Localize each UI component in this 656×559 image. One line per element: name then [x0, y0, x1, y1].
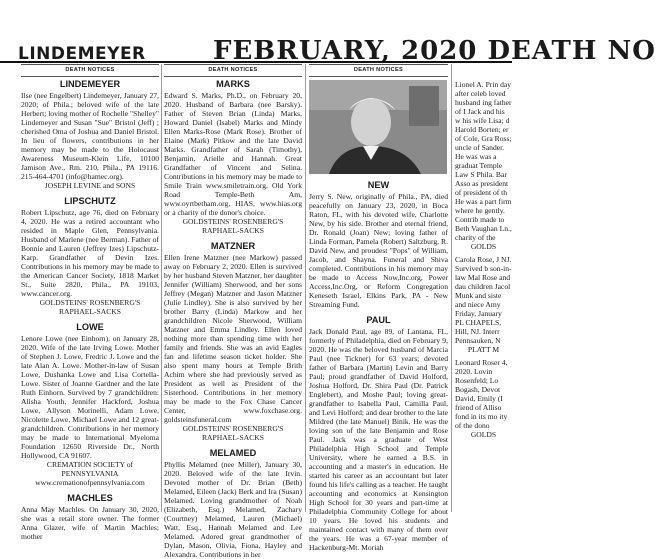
notice-name: MACHLES: [67, 493, 113, 503]
notice-name: LIPSCHUTZ: [64, 196, 116, 206]
funeral-home-url: www.cremationofpennsylvania.com: [35, 478, 145, 487]
notice-body: Ilse (nee Engelbert) Lindemeyer, January 27, 2020; of Phila.; beloved wife of the late Herbert; loving mother of Rochelle "Shelley" Lindemeyer and Susan "Sue" Bristol (Jeff) ; cherished Oma of Joshua and Daniel Bristol. In lieu of flowers, contributions in her memory may be made to the Holocaust Awareness Museum-Klein Life, 10100 Jamison Ave., Rm. 210, Phila., PA 19116. 215-464-4701 (info@hamec.org).: [21, 91, 160, 181]
funeral-home: RAPHAEL-SACKS: [201, 433, 265, 442]
column-divider: [161, 64, 162, 512]
funeral-home: RAPHAEL-SACKS: [201, 226, 265, 235]
notice-body: Anna May Machles. On January 30, 2020, she was a retail store owner. The former Anna Glazer, wife of Martin Machles; mother: [21, 505, 159, 541]
notice-body: Ellen Irene Matzner (nee Markow) passed away on February 2, 2020. Ellen is survived by her husband Steven Matzner, her daughter Jennifer (William) Sherwood, and her sons Jeffrey (Megan) Matzner and Jason Matzner (Julie Lindley). She is also survived by her brother Barry (Linda) Markow and her grandchildren Nicole Sherwood, William Matzner and Emma Lindley. Ellen loved nothing more than spending time with her family and friends. She was an avid Eagles fan and lifetime season ticket holder. She also spent many hours at Temple Brith Achim where she had previously served as President as well as President of the Sisterhood. Contributions in her memory may be made to the Fox Chase Cancer Center, www.foxchase.org. goldsteinsfuneral.com: [164, 253, 302, 424]
masthead-rule: [0, 61, 512, 63]
notice-name: LINDEMEYER: [59, 79, 121, 89]
masthead-surname: LINDEMEYER: [18, 44, 146, 64]
notice-name: PAUL: [366, 315, 391, 325]
notice-body: Lionel A. Prin day after celeb loved husband ing father of I Jack and his w his wife Lisa; d Harold Borten; er of Cole, Gra Ross; uncle of Sander. He was was a graduat Temple Law S Phila. Bar Asso as president of president of th He was a part firm where he gently. Contrib made to Beth Vaughan Ln., charity of the: [455, 80, 512, 242]
section-label: DEATH NOTICES: [164, 64, 302, 77]
section-label: DEATH NOTICES: [309, 64, 448, 77]
notice-body: Leonard Roser 4, 2020. Lovin Rosenfeld; Lo Bogash, Devot David, Emily (I friend of Alliso fond in its mo ity of the dono: [455, 358, 508, 430]
notice-body: Jerry S. New, originally of Phila., PA, died peacefully on January 23, 2020, in Boca Raton, FL, with his devoted wife, Charlotte New, by his side. Brother and eternal friend, Dr. Ronald (Joan) New; loving father of Linda Forman, Pamela (Robert) Saltzburg, R. David New, and proudest "Pops" of William, Jacob, and Shayna. Funeral and Shiva completed. Contributions in his memory may be made to Access Now,Inc.org, Power Access,Inc.Org, or Reform Congregation Keneseth Israel, Elkins Park, PA - New Streaming Fund.: [309, 192, 448, 309]
funeral-home: GOLDSTEINS' ROSENBERG'S: [182, 217, 284, 226]
notice-body: Robert Lipschutz, age 76, died on February 4, 2020. He was a retired accountant who resided in Maple Glen, Pennsylvania. Husband of Marlene (nee Berman). Father of Bonnie and Lauren (Jeffrey Izes) Lipschutz-Karp. Grandfather of Devin Izes. Contributions in his memory may be made to the American Cancer Society, 1818 Market St., Suite 2820, Phila., PA 19103, www.cancer.org.: [21, 208, 159, 298]
column-3: [309, 64, 448, 552]
funeral-home: JOSEPH LEVINE and SONS: [44, 181, 136, 190]
notice-body: Jack Donald Paul, age 89, of Lantana, FL, formerly of Philadelphia, died on February 9, 2020. He was the beloved husband of Marcia Paul (nee Tickner) for 63 years; devoted father of Barbara (Martin) Levin and Barry Paul; proud grandfather of David Holford, Joshua Holford, Dr. Shira Paul (Dr. Patrick Englebert), and Moshe Paul; loving great-grandfather to Isabella Paul, Camilla Paul, and Levi Holford; and dear brother to the late Mildred (the late Manuel) Binik. He was the loving son of the late Benjamin and Rose Paul. Jack was a graduate of West Philadelphia High School and Temple University, where he earned a B.S. in accounting and a master's in education. He started his career as an accountant but later found his life's calling as a teacher. He taught accounting and economics at Kensington High School for 30 years and part-time at Philadelphia Community College for about 10 years. He loved his students and maintained contact with many of them over the years. He was a 67-year member of Hackenburg-Mt. Moriah: [309, 327, 448, 552]
funeral-home: PLATT M: [467, 345, 500, 354]
column-1: [21, 64, 160, 541]
funeral-home: GOLDS: [470, 242, 497, 251]
notice-name: NEW: [367, 180, 390, 190]
funeral-home: CREMATION SOCIETY of PENNSYLVANIA: [46, 460, 134, 478]
column-divider: [451, 64, 452, 512]
portrait-photo: [309, 80, 447, 174]
funeral-home: GOLDSTEINS' ROSENBERG'S: [39, 298, 141, 307]
column-divider: [305, 64, 306, 512]
notice-name: LOWE: [76, 322, 104, 332]
masthead-title: FEBRUARY, 2020 DEATH NO: [213, 36, 656, 66]
funeral-home: GOLDSTEINS' ROSENBERG'S: [182, 424, 284, 433]
column-4: [455, 64, 512, 512]
notice-body: Lenore Lowe (nee Einhorn), on January 28, 2020. Wife of the late Irving Lowe. Mother of Stephen J. Lowe, Fredric J. Lowe and the late Alan A. Lowe. Mother-in-law of Susan Lowe, Dushanka Lowe and Lisa Cortella-Lowe. Sister of Joanne Gardner and the late Ruth Einhorn. Survived by 7 grandchildren: Alisha Youth, Jennifer Hackford, Joshua Lowe, Allyson Morinelli, Adam Lowe, Nicolette Lowe, Michael Lowe and 12 great-grandchildren. Contributions in her memory may be made to International Myeloma Foundation 12650 Riverside Dr., North Hollywood, CA 91607.: [21, 334, 159, 460]
notice-name: MELAMED: [209, 448, 257, 458]
notice-body: Carola Rose, J NJ. Survived b son-in-law Mal Rose and dau children Jacol Munk and siste and niece Amy Friday, January PL CHAPELS, Hill, NJ. Interr Pennsauken, N: [455, 255, 512, 345]
notice-body: Phyllis Melamed (nee Miller), January 30, 2020. Beloved wife of the late Irvin. Devoted mother of Dr. Brian (Beth) Melamed, Eileen (Jack) Berk and Ira (Susan) Melamed. Loving grandmother of Noah (Elizabeth, Esq.) Melamed, Zachary (Courtney) Melamed, Lauren (Michael) Watt, Esq., Hannah Melamed and Lee Melamed. Adored great grandmother of Dylan, Mason, Olivia, Fiona, Hayley and Alexandra. Contributions in her: [164, 460, 302, 559]
funeral-home: GOLDS: [470, 430, 497, 439]
notice-name: MARKS: [216, 79, 250, 89]
funeral-home: RAPHAEL-SACKS: [58, 307, 122, 316]
column-2: [164, 64, 302, 559]
notice-body: Edward S. Marks, Ph.D., on February 20, 2020. Husband of Barbara (nee Barsky). Father of Steven Brian (Linda) Marks, Howard Daniel (Isabel) Marks and Mindy Ellen Marks-Rose (Mark Rose). Brother of Elaine (Mark) Pitkow and the late David Marks. Grandfather of Sarah (Timothy), Benjamin, Arielle and Hannah. Great Grandfather of Vincent and Selina. Contributions in his memory may be made to Smile Train www.smiletrain.org, Old York Road Temple-Beth Am, www.oyrtbetham.org, HIAS, www.hias.org or a charity of the donor's choice.: [164, 91, 302, 217]
notice-name: MATZNER: [210, 241, 256, 251]
section-label: DEATH NOTICES: [21, 64, 159, 77]
